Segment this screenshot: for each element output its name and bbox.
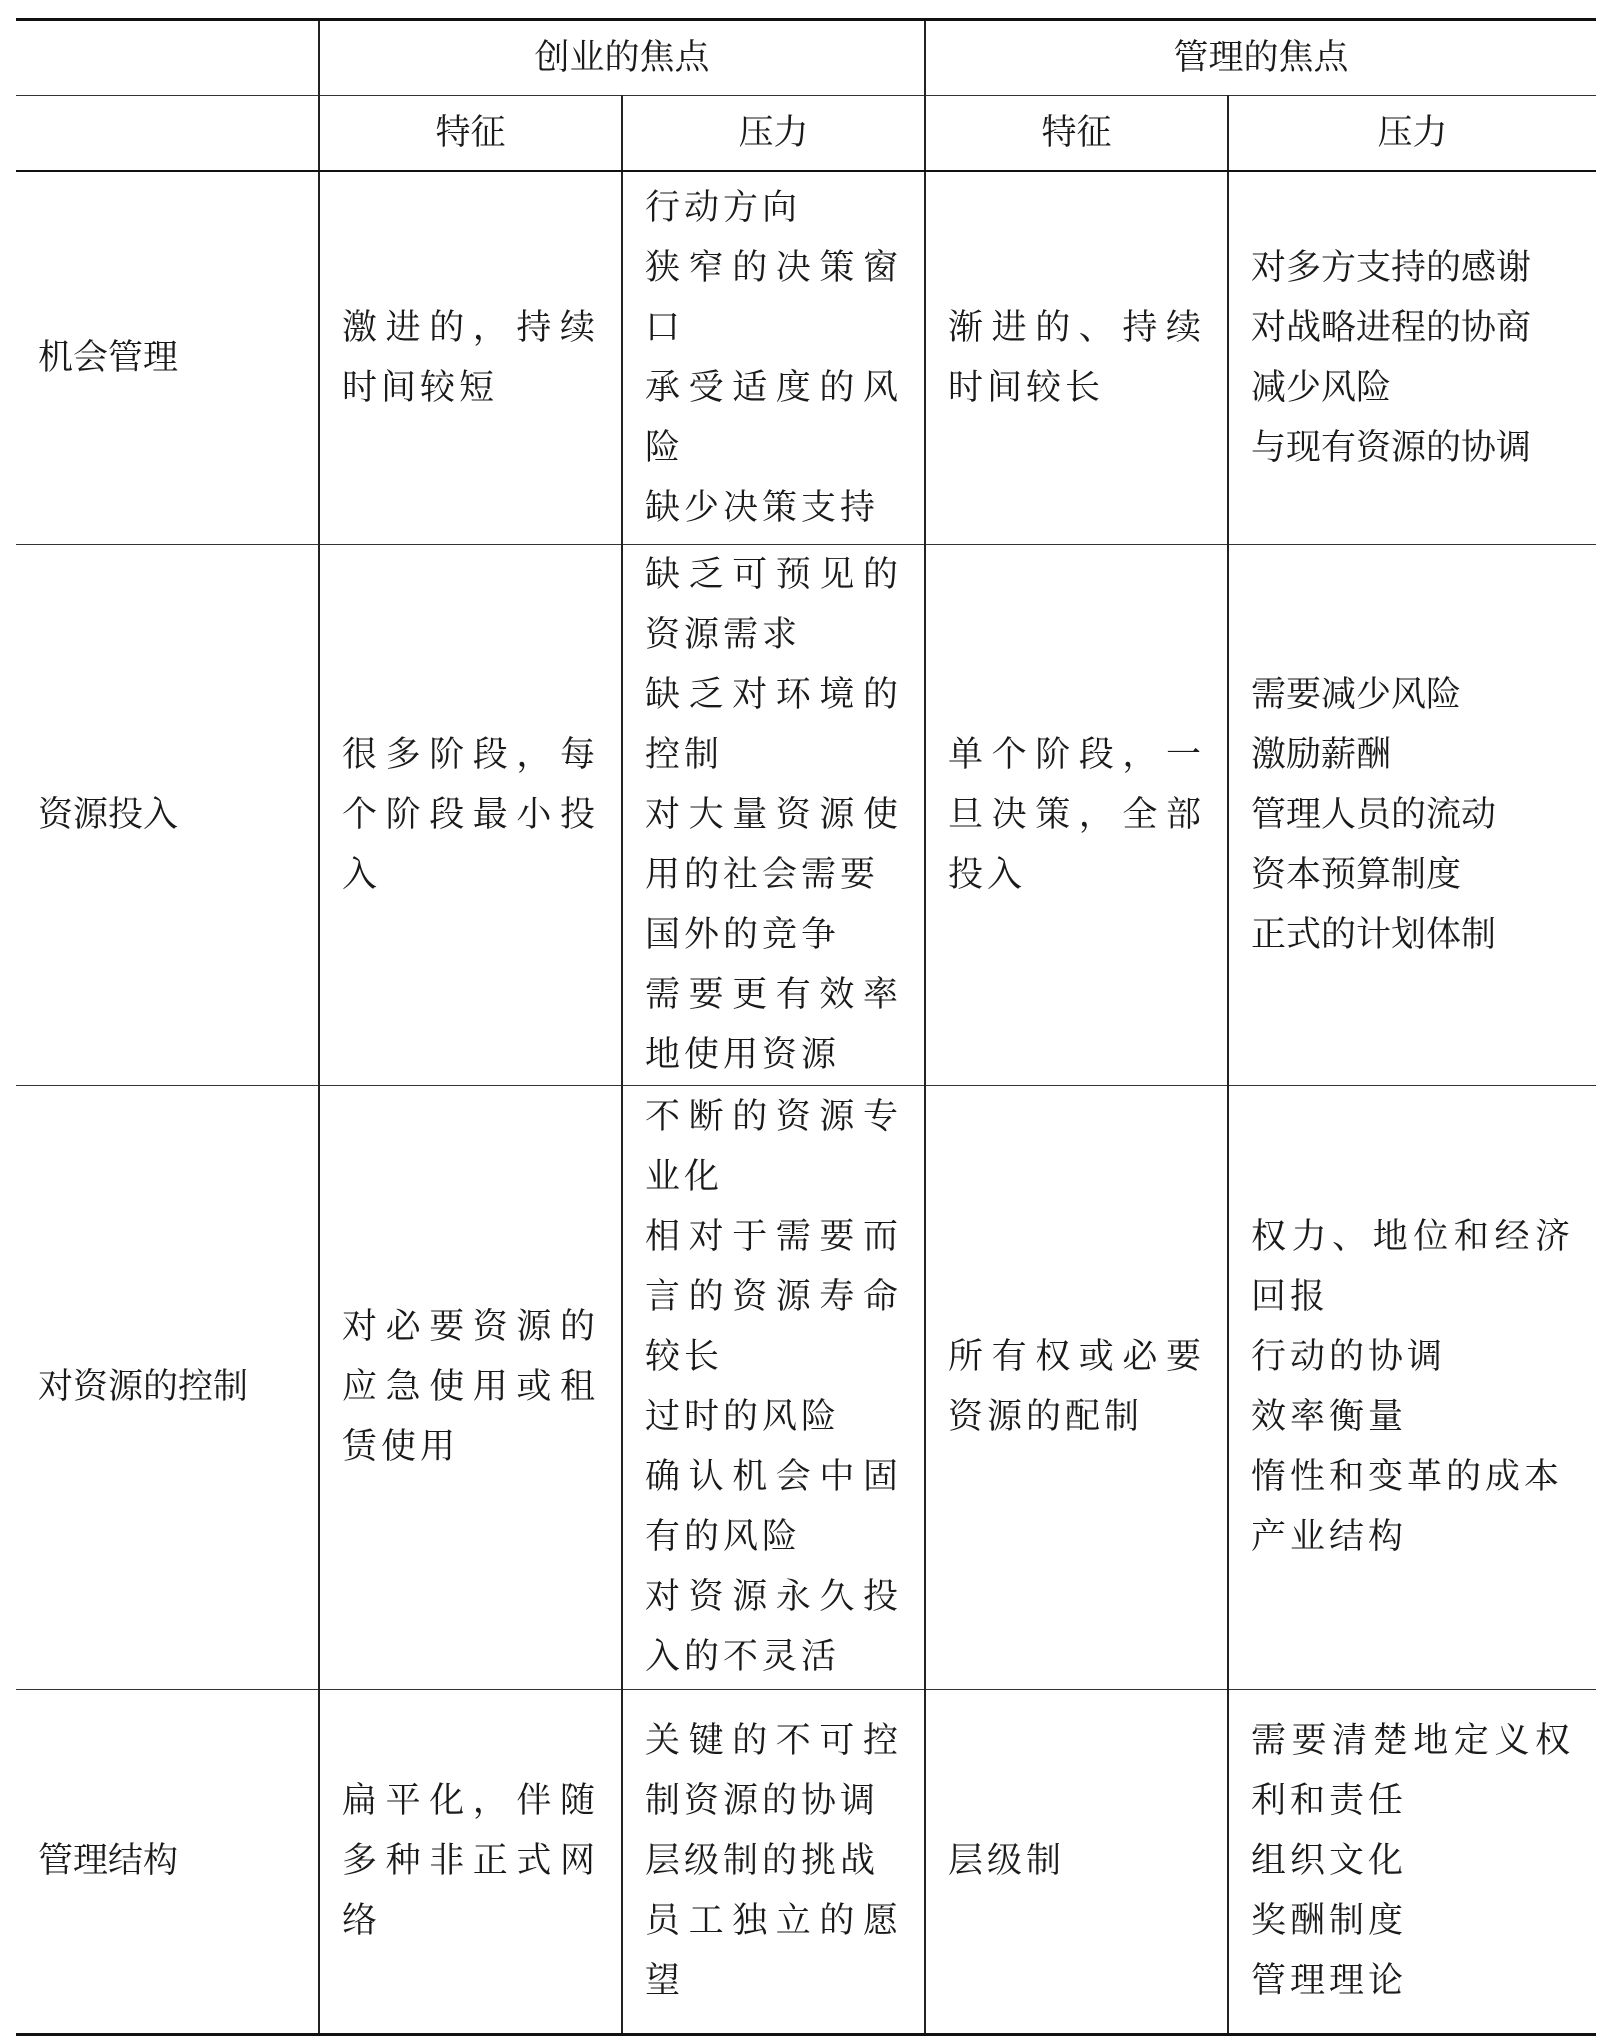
entrepreneurial-pressure-cell <box>622 1085 925 1689</box>
entrepreneurial-feature-cell: 很多阶段，每个阶段最小投入 <box>319 544 622 1085</box>
header-group-managerial: 管理的焦点 <box>925 20 1596 96</box>
pressure-item: 过时的风险 <box>645 1397 841 1437</box>
pressure-item: 激励薪酬 <box>1251 734 1392 775</box>
pressure-item: 资本预算制度 <box>1251 854 1462 895</box>
header-entrepreneurial-pressure: 压力 <box>622 96 925 172</box>
row-label: 机会管理 <box>16 171 319 544</box>
pressure-item: 不断的资源专业化 <box>645 1097 903 1197</box>
pressure-item: 关键的不可控制资源的协调 <box>645 1721 903 1821</box>
managerial-pressure-cell <box>1228 1085 1596 1689</box>
header-corner-cell-lower <box>16 96 319 172</box>
managerial-feature-cell: 所有权或必要资源的配制 <box>925 1085 1228 1689</box>
pressure-item: 减少风险 <box>1251 367 1392 408</box>
row-label: 对资源的控制 <box>16 1085 319 1689</box>
pressure-item: 权力、地位和经济回报 <box>1251 1217 1575 1317</box>
pressure-item: 行动的协调 <box>1251 1337 1447 1377</box>
pressure-item: 承受适度的风险 <box>645 367 903 468</box>
pressure-item: 与现有资源的协调 <box>1251 427 1532 468</box>
pressure-item: 效率衡量 <box>1251 1397 1408 1437</box>
pressure-item: 行动方向 <box>645 187 802 228</box>
managerial-pressure-cell <box>1228 544 1596 1085</box>
entrepreneurial-pressure-cell <box>622 171 925 544</box>
pressure-item: 对战略进程的协商 <box>1251 307 1532 348</box>
pressure-item: 员工独立的愿望 <box>645 1901 903 2001</box>
header-row-subcolumns <box>16 96 1596 172</box>
pressure-item: 相对于需要而言的资源寿命较长 <box>645 1217 903 1377</box>
pressure-item: 惰性和变革的成本 <box>1251 1457 1564 1497</box>
table-row <box>16 1689 1596 2034</box>
pressure-item: 管理理论 <box>1251 1961 1408 2001</box>
pressure-item: 层级制的挑战 <box>645 1841 880 1881</box>
comparison-table <box>16 18 1596 2036</box>
table-row <box>16 171 1596 544</box>
header-group-entrepreneurial: 创业的焦点 <box>319 20 925 96</box>
pressure-item: 国外的竞争 <box>645 914 841 955</box>
pressure-item: 对资源永久投入的不灵活 <box>645 1577 903 1677</box>
pressure-item: 对大量资源使用的社会需要 <box>645 794 903 895</box>
entrepreneurial-pressure-cell <box>622 1689 925 2034</box>
entrepreneurial-feature-cell: 扁平化，伴随多种非正式网络 <box>319 1689 622 2034</box>
pressure-item: 确认机会中固有的风险 <box>645 1457 903 1557</box>
pressure-item: 需要减少风险 <box>1251 674 1462 715</box>
managerial-pressure-cell <box>1228 171 1596 544</box>
pressure-item: 缺少决策支持 <box>645 487 880 528</box>
pressure-item: 产业结构 <box>1251 1517 1408 1557</box>
header-entrepreneurial-feature: 特征 <box>319 96 622 172</box>
pressure-item: 组织文化 <box>1251 1841 1408 1881</box>
managerial-feature-cell: 渐进的、持续时间较长 <box>925 171 1228 544</box>
managerial-feature-cell: 单个阶段，一旦决策，全部投入 <box>925 544 1228 1085</box>
row-label: 资源投入 <box>16 544 319 1085</box>
pressure-item: 需要更有效率地使用资源 <box>645 974 903 1075</box>
pressure-item: 狭窄的决策窗口 <box>645 247 903 348</box>
pressure-item: 正式的计划体制 <box>1251 914 1497 955</box>
pressure-item: 管理人员的流动 <box>1251 794 1497 835</box>
row-label: 管理结构 <box>16 1689 319 2034</box>
pressure-item: 需要清楚地定义权利和责任 <box>1251 1721 1575 1821</box>
managerial-feature-cell: 层级制 <box>925 1689 1228 2034</box>
entrepreneurial-pressure-cell <box>622 544 925 1085</box>
managerial-pressure-cell <box>1228 1689 1596 2034</box>
header-managerial-feature: 特征 <box>925 96 1228 172</box>
header-corner-cell <box>16 20 319 96</box>
entrepreneurial-feature-cell: 对必要资源的应急使用或租赁使用 <box>319 1085 622 1689</box>
table-row <box>16 1085 1596 1689</box>
header-row-groups <box>16 20 1596 96</box>
pressure-item: 缺乏对环境的控制 <box>645 674 903 775</box>
table-row <box>16 544 1596 1085</box>
header-managerial-pressure: 压力 <box>1228 96 1596 172</box>
entrepreneurial-feature-cell: 激进的，持续时间较短 <box>319 171 622 544</box>
pressure-item: 缺乏可预见的资源需求 <box>645 554 903 655</box>
pressure-item: 奖酬制度 <box>1251 1901 1408 1941</box>
pressure-item: 对多方支持的感谢 <box>1251 247 1532 288</box>
